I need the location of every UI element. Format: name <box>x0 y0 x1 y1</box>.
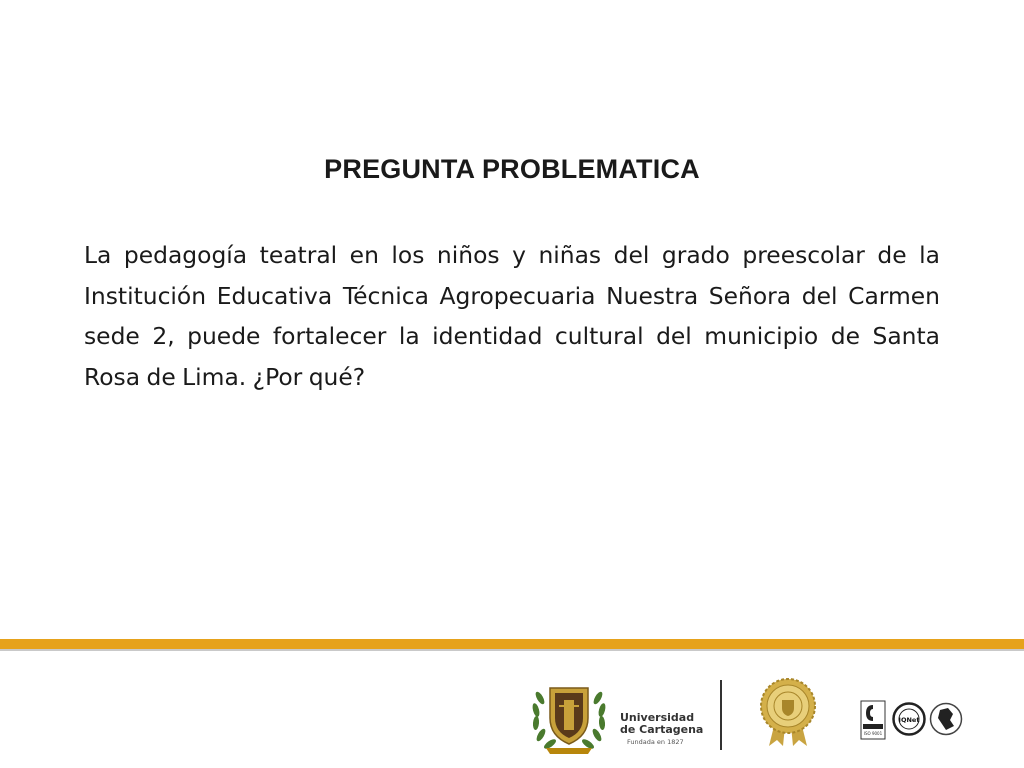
iso-certification-icon <box>860 700 886 740</box>
iso-label: ISO 9001 <box>863 731 883 736</box>
university-crest-icon <box>528 678 610 756</box>
slide-body-text: La pedagogía teatral en los niños y niñas del grado preescolar de la Institución Educativa Técnica Agropecuaria Nuestra Señora del Carmen sede 2, puede fortalecer la identidad cultural del municipio de Santa Rosa de Lima. ¿Por qué? <box>84 241 940 391</box>
university-founded: Fundada en 1827 <box>627 738 684 746</box>
colombia-certification-icon <box>928 702 964 736</box>
footer-accent-bar <box>0 639 1024 649</box>
footer-divider <box>720 680 722 750</box>
accreditation-seal-icon <box>755 676 821 748</box>
iqnet-label: IQNet <box>898 716 920 724</box>
slide-title: PREGUNTA PROBLEMATICA <box>324 154 700 184</box>
footer-accent-shadow <box>0 649 1024 651</box>
iqnet-certification-icon <box>892 702 926 736</box>
university-name-line2: de Cartagena <box>620 723 704 736</box>
university-name-line1: Universidad <box>620 711 695 724</box>
university-name <box>620 712 703 736</box>
